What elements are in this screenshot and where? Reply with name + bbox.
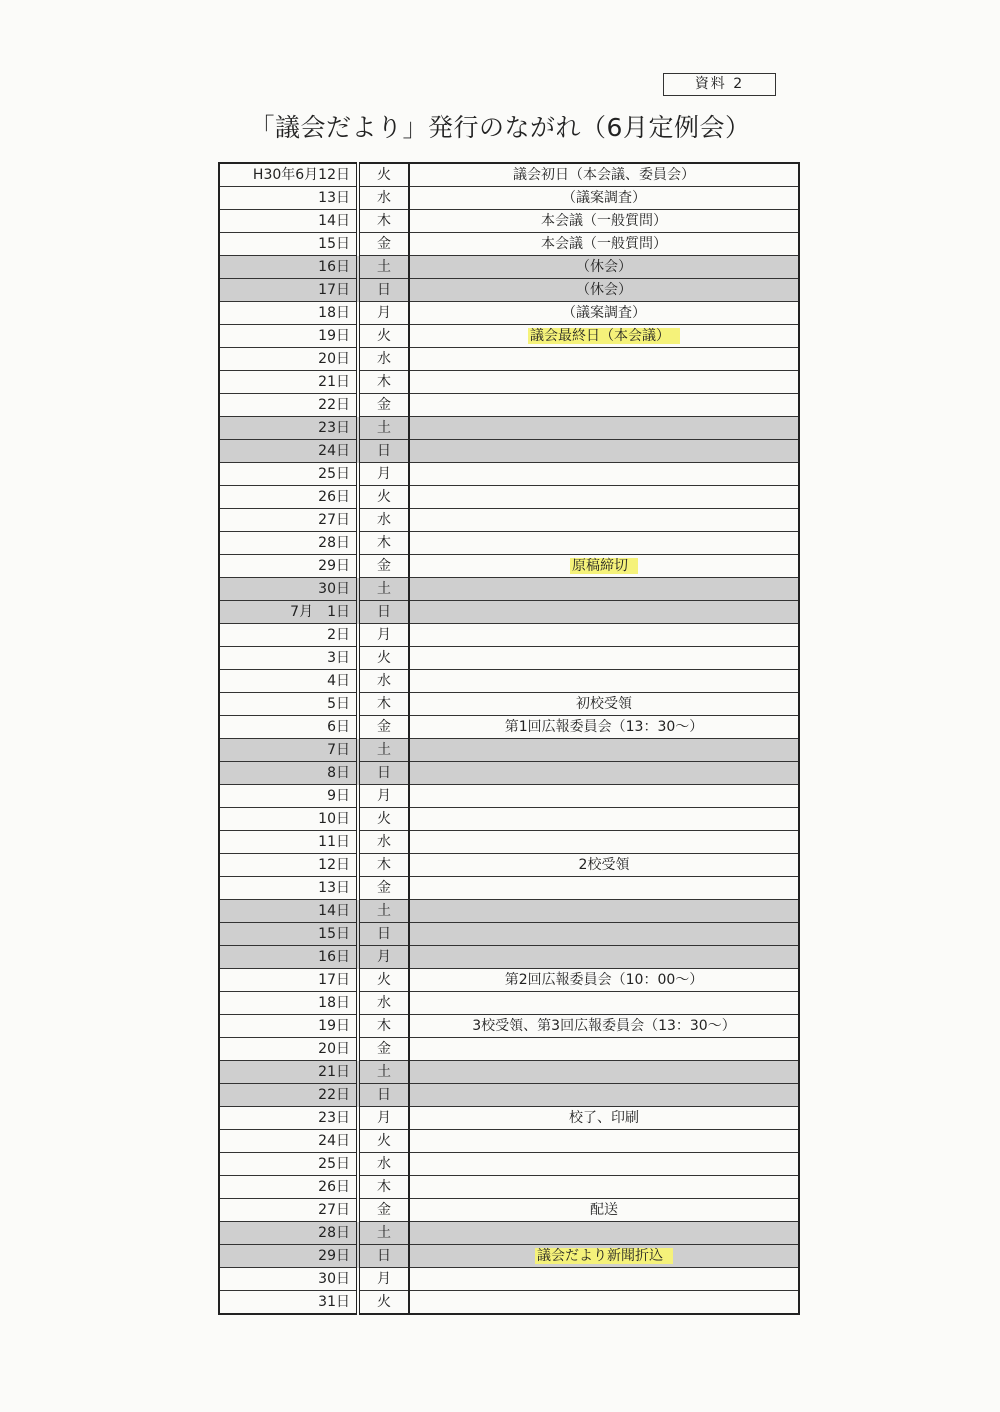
table-row bbox=[219, 808, 799, 831]
weekday-cell: 月 bbox=[358, 302, 409, 325]
table-row bbox=[219, 624, 799, 647]
weekday-cell: 火 bbox=[358, 325, 409, 348]
table-row bbox=[219, 532, 799, 555]
date-cell: 9日 bbox=[219, 785, 358, 808]
weekday-cell: 木 bbox=[358, 1015, 409, 1038]
weekday-cell: 火 bbox=[358, 647, 409, 670]
event-cell bbox=[409, 486, 799, 509]
weekday-cell: 土 bbox=[358, 1061, 409, 1084]
date-cell: 7月 1日 bbox=[219, 601, 358, 624]
event-cell: （休会） bbox=[409, 256, 799, 279]
table-row bbox=[219, 555, 799, 578]
table-row bbox=[219, 1107, 799, 1130]
date-cell: 14日 bbox=[219, 900, 358, 923]
event-cell bbox=[409, 831, 799, 854]
table-row bbox=[219, 670, 799, 693]
table-row bbox=[219, 1291, 799, 1315]
date-cell: 21日 bbox=[219, 1061, 358, 1084]
weekday-cell: 土 bbox=[358, 739, 409, 762]
weekday-cell: 土 bbox=[358, 417, 409, 440]
weekday-cell: 木 bbox=[358, 854, 409, 877]
event-cell bbox=[409, 1291, 799, 1315]
weekday-cell: 日 bbox=[358, 601, 409, 624]
date-cell: 16日 bbox=[219, 256, 358, 279]
event-cell bbox=[409, 1038, 799, 1061]
date-cell: 2日 bbox=[219, 624, 358, 647]
event-cell bbox=[409, 1268, 799, 1291]
event-cell: （議案調査） bbox=[409, 187, 799, 210]
table-row bbox=[219, 1199, 799, 1222]
event-cell: 3校受領、第3回広報委員会（13：30～） bbox=[409, 1015, 799, 1038]
date-cell: 29日 bbox=[219, 555, 358, 578]
event-cell: 本会議（一般質問） bbox=[409, 210, 799, 233]
weekday-cell: 月 bbox=[358, 1268, 409, 1291]
date-cell: 26日 bbox=[219, 486, 358, 509]
date-cell: 14日 bbox=[219, 210, 358, 233]
date-cell: 23日 bbox=[219, 1107, 358, 1130]
weekday-cell: 金 bbox=[358, 233, 409, 256]
weekday-cell: 木 bbox=[358, 371, 409, 394]
weekday-cell: 水 bbox=[358, 1153, 409, 1176]
date-cell: 16日 bbox=[219, 946, 358, 969]
highlighted-event-text: 原稿締切 bbox=[570, 558, 638, 574]
event-cell bbox=[409, 394, 799, 417]
table-row bbox=[219, 969, 799, 992]
table-row bbox=[219, 486, 799, 509]
weekday-cell: 月 bbox=[358, 1107, 409, 1130]
date-cell: 28日 bbox=[219, 1222, 358, 1245]
weekday-cell: 金 bbox=[358, 716, 409, 739]
date-cell: 7日 bbox=[219, 739, 358, 762]
table-row bbox=[219, 1153, 799, 1176]
event-cell bbox=[409, 1222, 799, 1245]
table-row bbox=[219, 1130, 799, 1153]
table-row bbox=[219, 1038, 799, 1061]
table-row bbox=[219, 992, 799, 1015]
event-cell bbox=[409, 946, 799, 969]
event-cell bbox=[409, 601, 799, 624]
weekday-cell: 火 bbox=[358, 163, 409, 187]
date-cell: 22日 bbox=[219, 394, 358, 417]
event-cell bbox=[409, 739, 799, 762]
date-cell: 6日 bbox=[219, 716, 358, 739]
weekday-cell: 日 bbox=[358, 440, 409, 463]
date-cell: 29日 bbox=[219, 1245, 358, 1268]
event-cell bbox=[409, 417, 799, 440]
table-row bbox=[219, 302, 799, 325]
date-cell: 31日 bbox=[219, 1291, 358, 1315]
date-cell: 25日 bbox=[219, 1153, 358, 1176]
table-row bbox=[219, 325, 799, 348]
table-row bbox=[219, 1222, 799, 1245]
weekday-cell: 火 bbox=[358, 969, 409, 992]
weekday-cell: 金 bbox=[358, 394, 409, 417]
weekday-cell: 火 bbox=[358, 486, 409, 509]
date-cell: 11日 bbox=[219, 831, 358, 854]
event-cell bbox=[409, 1245, 799, 1268]
date-cell: 30日 bbox=[219, 1268, 358, 1291]
event-cell: 議会初日（本会議、委員会） bbox=[409, 163, 799, 187]
event-cell bbox=[409, 992, 799, 1015]
event-cell: 初校受領 bbox=[409, 693, 799, 716]
weekday-cell: 金 bbox=[358, 555, 409, 578]
date-cell: 26日 bbox=[219, 1176, 358, 1199]
table-row bbox=[219, 1015, 799, 1038]
date-cell: 13日 bbox=[219, 877, 358, 900]
weekday-cell: 木 bbox=[358, 693, 409, 716]
event-cell bbox=[409, 1153, 799, 1176]
table-row bbox=[219, 348, 799, 371]
date-cell: 27日 bbox=[219, 509, 358, 532]
date-cell: 15日 bbox=[219, 233, 358, 256]
date-cell: 20日 bbox=[219, 348, 358, 371]
table-row bbox=[219, 1176, 799, 1199]
event-cell bbox=[409, 877, 799, 900]
date-cell: 30日 bbox=[219, 578, 358, 601]
event-cell bbox=[409, 1130, 799, 1153]
event-cell bbox=[409, 1061, 799, 1084]
table-row bbox=[219, 509, 799, 532]
table-row bbox=[219, 233, 799, 256]
date-cell: H30年6月12日 bbox=[219, 163, 358, 187]
date-cell: 23日 bbox=[219, 417, 358, 440]
table-row bbox=[219, 877, 799, 900]
table-row bbox=[219, 440, 799, 463]
weekday-cell: 水 bbox=[358, 348, 409, 371]
date-cell: 27日 bbox=[219, 1199, 358, 1222]
date-cell: 8日 bbox=[219, 762, 358, 785]
table-row bbox=[219, 923, 799, 946]
date-cell: 12日 bbox=[219, 854, 358, 877]
date-cell: 28日 bbox=[219, 532, 358, 555]
weekday-cell: 水 bbox=[358, 187, 409, 210]
weekday-cell: 水 bbox=[358, 831, 409, 854]
weekday-cell: 火 bbox=[358, 1291, 409, 1315]
date-cell: 21日 bbox=[219, 371, 358, 394]
weekday-cell: 土 bbox=[358, 1222, 409, 1245]
table-row bbox=[219, 601, 799, 624]
highlighted-event-text: 議会最終日（本会議） bbox=[528, 328, 680, 344]
table-row bbox=[219, 394, 799, 417]
table-row bbox=[219, 1268, 799, 1291]
weekday-cell: 月 bbox=[358, 624, 409, 647]
table-row bbox=[219, 371, 799, 394]
highlighted-event-text: 議会だより新聞折込 bbox=[535, 1248, 673, 1264]
date-cell: 19日 bbox=[219, 1015, 358, 1038]
event-cell: 本会議（一般質問） bbox=[409, 233, 799, 256]
event-cell bbox=[409, 900, 799, 923]
weekday-cell: 日 bbox=[358, 1245, 409, 1268]
event-cell bbox=[409, 348, 799, 371]
weekday-cell: 木 bbox=[358, 1176, 409, 1199]
weekday-cell: 日 bbox=[358, 1084, 409, 1107]
event-cell bbox=[409, 624, 799, 647]
table-row bbox=[219, 785, 799, 808]
weekday-cell: 金 bbox=[358, 877, 409, 900]
date-cell: 17日 bbox=[219, 279, 358, 302]
weekday-cell: 木 bbox=[358, 532, 409, 555]
event-cell: （休会） bbox=[409, 279, 799, 302]
table-row bbox=[219, 716, 799, 739]
weekday-cell: 水 bbox=[358, 992, 409, 1015]
event-cell bbox=[409, 785, 799, 808]
event-cell: 2校受領 bbox=[409, 854, 799, 877]
event-cell bbox=[409, 670, 799, 693]
table-row bbox=[219, 163, 799, 187]
date-cell: 17日 bbox=[219, 969, 358, 992]
table-row bbox=[219, 210, 799, 233]
event-cell bbox=[409, 1176, 799, 1199]
event-cell: 第2回広報委員会（10：00～） bbox=[409, 969, 799, 992]
date-cell: 3日 bbox=[219, 647, 358, 670]
weekday-cell: 日 bbox=[358, 279, 409, 302]
date-cell: 5日 bbox=[219, 693, 358, 716]
table-row bbox=[219, 417, 799, 440]
date-cell: 24日 bbox=[219, 1130, 358, 1153]
weekday-cell: 水 bbox=[358, 670, 409, 693]
date-cell: 22日 bbox=[219, 1084, 358, 1107]
weekday-cell: 月 bbox=[358, 463, 409, 486]
weekday-cell: 金 bbox=[358, 1038, 409, 1061]
table-row bbox=[219, 578, 799, 601]
weekday-cell: 水 bbox=[358, 509, 409, 532]
weekday-cell: 月 bbox=[358, 946, 409, 969]
date-cell: 18日 bbox=[219, 302, 358, 325]
table-row bbox=[219, 739, 799, 762]
event-cell bbox=[409, 762, 799, 785]
event-cell: （議案調査） bbox=[409, 302, 799, 325]
weekday-cell: 火 bbox=[358, 808, 409, 831]
weekday-cell: 火 bbox=[358, 1130, 409, 1153]
table-row bbox=[219, 946, 799, 969]
event-cell bbox=[409, 463, 799, 486]
date-cell: 18日 bbox=[219, 992, 358, 1015]
page-title: 「議会だより」発行のながれ（6月定例会） bbox=[249, 113, 751, 142]
event-cell bbox=[409, 647, 799, 670]
date-cell: 24日 bbox=[219, 440, 358, 463]
event-cell: 校了、印刷 bbox=[409, 1107, 799, 1130]
event-cell bbox=[409, 1084, 799, 1107]
date-cell: 13日 bbox=[219, 187, 358, 210]
weekday-cell: 土 bbox=[358, 578, 409, 601]
date-cell: 20日 bbox=[219, 1038, 358, 1061]
weekday-cell: 土 bbox=[358, 900, 409, 923]
weekday-cell: 金 bbox=[358, 1199, 409, 1222]
weekday-cell: 土 bbox=[358, 256, 409, 279]
weekday-cell: 月 bbox=[358, 785, 409, 808]
event-cell bbox=[409, 555, 799, 578]
table-row bbox=[219, 693, 799, 716]
table-row bbox=[219, 1245, 799, 1268]
event-cell bbox=[409, 509, 799, 532]
event-cell bbox=[409, 371, 799, 394]
schedule-table bbox=[218, 162, 800, 1315]
event-cell bbox=[409, 325, 799, 348]
event-cell bbox=[409, 923, 799, 946]
weekday-cell: 日 bbox=[358, 762, 409, 785]
table-row bbox=[219, 187, 799, 210]
event-cell: 配送 bbox=[409, 1199, 799, 1222]
table-row bbox=[219, 762, 799, 785]
document-label-badge: 資料 2 bbox=[663, 73, 776, 96]
table-row bbox=[219, 647, 799, 670]
table-row bbox=[219, 256, 799, 279]
event-cell bbox=[409, 578, 799, 601]
table-row bbox=[219, 463, 799, 486]
weekday-cell: 日 bbox=[358, 923, 409, 946]
date-cell: 19日 bbox=[219, 325, 358, 348]
weekday-cell: 木 bbox=[358, 210, 409, 233]
event-cell: 第1回広報委員会（13：30～） bbox=[409, 716, 799, 739]
date-cell: 25日 bbox=[219, 463, 358, 486]
date-cell: 4日 bbox=[219, 670, 358, 693]
table-row bbox=[219, 1061, 799, 1084]
table-row bbox=[219, 854, 799, 877]
date-cell: 15日 bbox=[219, 923, 358, 946]
table-row bbox=[219, 831, 799, 854]
table-row bbox=[219, 1084, 799, 1107]
date-cell: 10日 bbox=[219, 808, 358, 831]
event-cell bbox=[409, 440, 799, 463]
event-cell bbox=[409, 532, 799, 555]
table-row bbox=[219, 279, 799, 302]
event-cell bbox=[409, 808, 799, 831]
table-row bbox=[219, 900, 799, 923]
